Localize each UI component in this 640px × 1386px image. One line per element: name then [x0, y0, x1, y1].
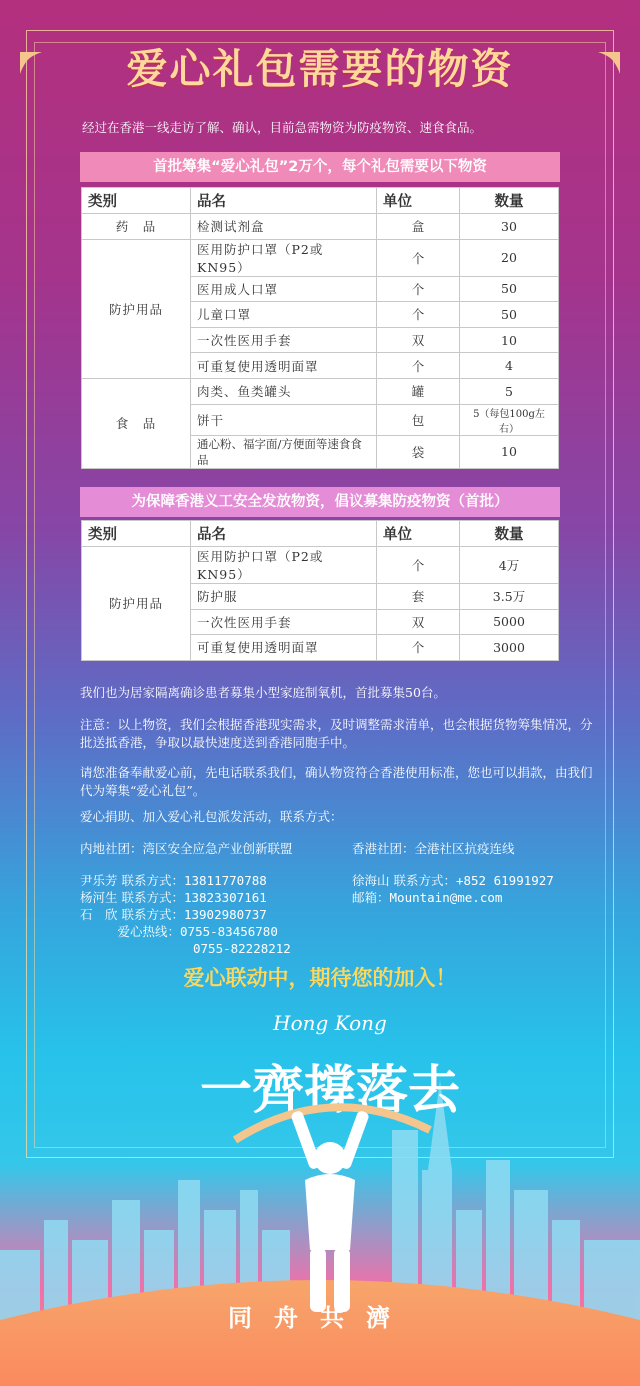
- note-paragraph: 注意：以上物资，我们会根据香港现实需求，及时调整需求清单，也会根据货物筹集情况，分批送抵香港，争取以最快速度送到香港同胞手中。: [80, 717, 593, 750]
- table-row: [82, 547, 559, 584]
- name-cell: 通心粉、福字面/方便面等速食食品: [191, 435, 377, 468]
- name-cell: 一次性医用手套: [191, 609, 377, 635]
- table-row: [82, 239, 559, 276]
- contact-label: 尹乐芳 联系方式：: [80, 873, 184, 888]
- supplies-table: [81, 187, 559, 469]
- hk-org: 香港社团：全港社区抗疫连线: [352, 841, 515, 856]
- donate-paragraph: 请您准备奉献爱心前，先电话联系我们，确认物资符合香港使用标准，您也可以捐款，由我们代为筹集“爱心礼包”。: [80, 765, 593, 798]
- hotline-number[interactable]: 0755-83456780: [180, 924, 278, 939]
- contact-row: [352, 872, 554, 889]
- unit-cell: 个: [377, 302, 460, 328]
- name-cell: 医用成人口罩: [191, 276, 377, 302]
- oxygen-paragraph: 我们也为居家隔离确诊患者募集小型家庭制氧机，首批募集50台。: [80, 685, 446, 700]
- name-cell: 一次性医用手套: [191, 327, 377, 353]
- category-cell: 食 品: [82, 378, 191, 468]
- table1-banner: 首批筹集“爱心礼包”2万个，每个礼包需要以下物资: [80, 152, 560, 182]
- unit-cell: 包: [377, 404, 460, 435]
- mainland-org: 内地社团：湾区安全应急产业创新联盟: [80, 841, 293, 856]
- name-cell: 医用防护口罩（P2或KN95）: [191, 547, 377, 584]
- page-title: 爱心礼包需要的物资: [126, 45, 514, 93]
- name-cell: 肉类、鱼类罐头: [191, 378, 377, 404]
- hotline-number[interactable]: 0755-82228212: [193, 941, 291, 956]
- unit-cell: 袋: [377, 435, 460, 468]
- contact-label: 石 欣 联系方式：: [80, 907, 184, 922]
- qty-cell: 50: [460, 302, 559, 328]
- header-category: 类别: [82, 188, 191, 214]
- unit-cell: 套: [377, 584, 460, 610]
- contact-label: 爱心热线：: [80, 924, 181, 939]
- volunteer-supplies-table: [81, 520, 559, 661]
- name-cell: 可重复使用透明面罩: [191, 635, 377, 661]
- header-category: 类别: [82, 521, 191, 547]
- phone-number[interactable]: 13902980737: [183, 907, 267, 922]
- header-name: 品名: [191, 188, 377, 214]
- unit-cell: 盒: [377, 214, 460, 240]
- qty-cell: 3.5万: [460, 584, 559, 610]
- contact-label: 杨河生 联系方式：: [80, 890, 184, 905]
- header-name: 品名: [191, 521, 377, 547]
- unit-cell: 个: [377, 635, 460, 661]
- table2-banner: 为保障香港义工安全发放物资，倡议募集防疫物资（首批）: [80, 487, 560, 517]
- unit-cell: 罐: [377, 378, 460, 404]
- unit-cell: 个: [377, 547, 460, 584]
- skyline-illustration: [0, 990, 640, 1386]
- logo-main: 一齊撐落去: [199, 1061, 461, 1121]
- contact-row: [80, 889, 291, 906]
- qty-cell: 3000: [460, 635, 559, 661]
- contact-row: [352, 889, 554, 906]
- qty-cell: 10: [460, 327, 559, 353]
- qty-cell: 5: [460, 378, 559, 404]
- table-row: [82, 378, 559, 404]
- name-cell: 可重复使用透明面罩: [191, 353, 377, 379]
- qty-cell: 10: [460, 435, 559, 468]
- qty-cell: 5000: [460, 609, 559, 635]
- qty-cell: 4万: [460, 547, 559, 584]
- phone-number[interactable]: 13811770788: [183, 873, 267, 888]
- category-cell: 防护用品: [82, 547, 191, 661]
- phone-number[interactable]: 13823307161: [183, 890, 267, 905]
- qty-cell: 5（每包100g左右）: [460, 404, 559, 435]
- table-row: [82, 214, 559, 240]
- name-cell: 饼干: [191, 404, 377, 435]
- name-cell: 儿童口罩: [191, 302, 377, 328]
- header-unit: 单位: [377, 188, 460, 214]
- contact-row: [80, 940, 291, 957]
- header-unit: 单位: [377, 521, 460, 547]
- hk-contacts: [352, 872, 554, 906]
- unit-cell: 双: [377, 609, 460, 635]
- contact-row: [80, 923, 291, 940]
- contact-heading: 爱心捐助、加入爱心礼包派发活动，联系方式：: [80, 809, 343, 824]
- unit-cell: 双: [377, 327, 460, 353]
- category-cell: 防护用品: [82, 239, 191, 378]
- unit-cell: 个: [377, 239, 460, 276]
- contact-row: [80, 872, 291, 889]
- name-cell: 检测试剂盒: [191, 214, 377, 240]
- unit-cell: 个: [377, 276, 460, 302]
- unit-cell: 个: [377, 353, 460, 379]
- slogan: 爱心联动中，期待您的加入！: [183, 966, 457, 990]
- contact-row: [80, 906, 291, 923]
- footer-motto: 同舟共濟: [228, 1303, 412, 1332]
- header-qty: 数量: [460, 188, 559, 214]
- email-link[interactable]: Mountain@me.com: [389, 890, 503, 905]
- category-cell: 药 品: [82, 214, 191, 240]
- qty-cell: 50: [460, 276, 559, 302]
- logo-script: Hong Kong: [273, 1011, 387, 1035]
- contact-label: 邮箱：: [352, 890, 390, 905]
- contact-label: 徐海山 联系方式：: [352, 873, 456, 888]
- qty-cell: 20: [460, 239, 559, 276]
- name-cell: 防护服: [191, 584, 377, 610]
- name-cell: 医用防护口罩（P2或KN95）: [191, 239, 377, 276]
- qty-cell: 4: [460, 353, 559, 379]
- header-qty: 数量: [460, 521, 559, 547]
- mainland-contacts: [80, 872, 291, 957]
- intro-text: 经过在香港一线走访了解、确认，目前急需物资为防疫物资、速食食品。: [82, 120, 483, 135]
- qty-cell: 30: [460, 214, 559, 240]
- phone-number[interactable]: +852 61991927: [455, 873, 554, 888]
